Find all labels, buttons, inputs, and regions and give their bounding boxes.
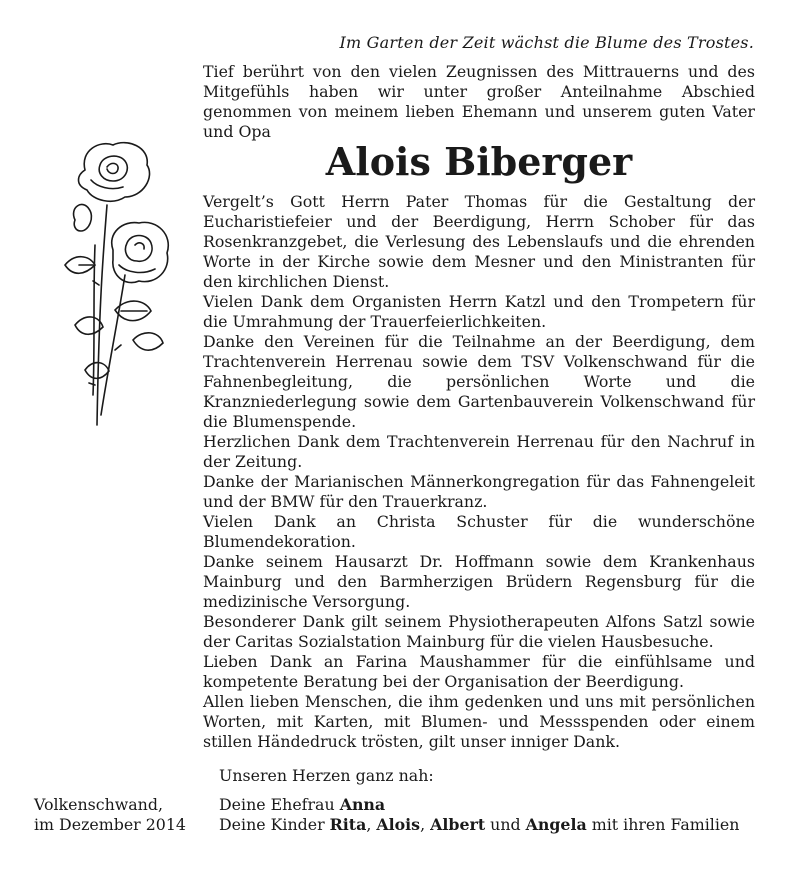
- separator: ,: [420, 815, 431, 834]
- deceased-name: Alois Biberger: [325, 139, 633, 184]
- child-name: Alois: [376, 815, 421, 834]
- place-date: [34, 795, 186, 835]
- child-name: Rita: [329, 815, 367, 834]
- signoff-prefix: Deine Ehefrau: [219, 795, 340, 814]
- thanks-paragraph: Lieben Dank an Farina Maushammer für die einfühlsame und kompetente Beratung bei der Organisation der Beerdigung.: [203, 652, 755, 691]
- closing-line: Unseren Herzen ganz nah:: [219, 766, 434, 785]
- separator: ,: [366, 815, 377, 834]
- thanks-paragraph: Vielen Dank dem Organisten Herrn Katzl und den Trompetern für die Umrahmung der Trauerfeierlichkeiten.: [203, 292, 755, 331]
- thanks-paragraph: Danke seinem Hausarzt Dr. Hoffmann sowie dem Krankenhaus Mainburg und den Barmherzigen Brüdern Regensburg für die medizinische Versorgung.: [203, 552, 755, 611]
- intro-text: Tief berührt von den vielen Zeugnissen des Mittrauerns und des Mitgefühls haben wir unter großer Anteilnahme Abschied genommen von meinem lieben Ehemann und unserem guten Vater und Opa: [203, 62, 755, 141]
- date: im Dezember 2014: [34, 815, 186, 834]
- thanks-paragraph: Vergelt’s Gott Herrn Pater Thomas für die Gestaltung der Eucharistiefeier und der Beerdigung, Herrn Schober für das Rosenkranzgebet, die Verlesung des Lebenslaufs und die ehrenden Worte in der Kirche sowie dem Mesner und den Ministranten für den kirchlichen Dienst.: [203, 192, 755, 291]
- child-name: Albert: [430, 815, 486, 834]
- signoff: [219, 795, 739, 835]
- thanks-paragraph: Herzlichen Dank dem Trachtenverein Herrenau für den Nachruf in der Zeitung.: [203, 432, 755, 471]
- motto: Im Garten der Zeit wächst die Blume des Trostes.: [339, 33, 754, 52]
- conjunction: und: [485, 815, 526, 834]
- thanks-paragraph: Danke den Vereinen für die Teilnahme an der Beerdigung, dem Trachtenverein Herrenau sowie dem TSV Volkenschwand für die Fahnenbegleitung, die persönlichen Worte und die Kranzniederlegung sowie dem Gartenbauverein Volkenschwand für die Blumenspende.: [203, 332, 755, 431]
- thanks-paragraph: Danke der Marianischen Männerkongregation für das Fahnengeleit und der BMW für den Trauerkranz.: [203, 472, 755, 511]
- thanks-paragraph: Vielen Dank an Christa Schuster für die wunderschöne Blumendekoration.: [203, 512, 755, 551]
- signoff-prefix: Deine Kinder: [219, 815, 330, 834]
- child-name: Angela: [525, 815, 587, 834]
- thanks-paragraph: Allen lieben Menschen, die ihm gedenken und uns mit persönlichen Worten, mit Karten, mit Blumen- und Messspenden oder einem stillen Händedruck trösten, gilt unser inniger Dank.: [203, 692, 755, 751]
- rose-illustration: [55, 135, 175, 430]
- thanks-paragraph: Besonderer Dank gilt seinem Physiotherapeuten Alfons Satzl sowie der Caritas Sozialstation Mainburg für die vielen Hausbesuche.: [203, 612, 755, 651]
- thanks-section: [203, 192, 755, 752]
- signoff-wife-line: [219, 795, 739, 815]
- signoff-suffix: mit ihren Familien: [586, 815, 740, 834]
- place: Volkenschwand,: [34, 795, 163, 814]
- signoff-children-line: [219, 815, 739, 835]
- wife-name: Anna: [339, 795, 386, 814]
